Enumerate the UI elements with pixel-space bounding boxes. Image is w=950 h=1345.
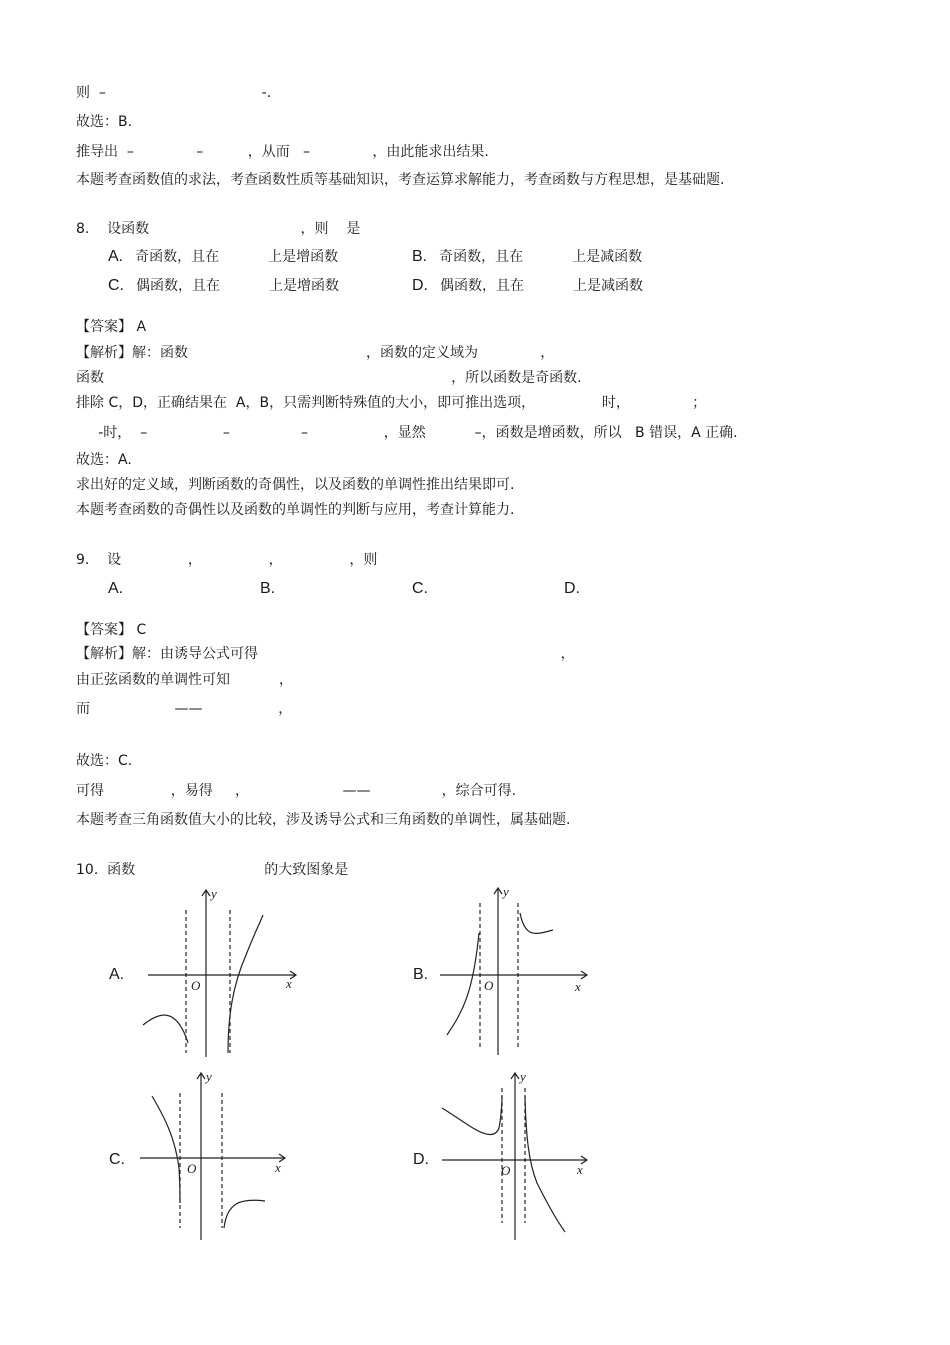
choice-option	[260, 578, 287, 599]
choice-letter: D.	[564, 580, 580, 597]
choice-option	[108, 578, 135, 599]
text-line: 【答案】 A	[76, 319, 147, 335]
curve-right	[520, 913, 553, 933]
x-axis-label: x	[275, 1160, 281, 1175]
text-line: 【解析】解：由诱导公式可得 ，	[76, 646, 575, 662]
curve-left	[143, 1015, 188, 1043]
text-line: 本题考查函数的奇偶性以及函数的单调性的判断与应用，考查计算能力.	[76, 502, 515, 518]
choice-letter: C.	[412, 580, 428, 597]
text-line: 排除 C，D，正确结果在 A，B，只需判断特殊值的大小，即可推出选项， 时， ；	[76, 395, 707, 411]
choice-letter: A.	[108, 580, 124, 597]
text-line: 【答案】 C	[76, 622, 147, 638]
choice-text: 奇函数，且在 上是减函数	[439, 249, 643, 265]
text-line: 故选：C.	[76, 753, 133, 769]
graph-d-label: D.	[413, 1151, 429, 1168]
origin-label: O	[187, 1161, 197, 1176]
text-line: 则 – -.	[76, 85, 272, 101]
text-line: 推导出 – – ，从而 – ，由此能求出结果.	[76, 144, 489, 160]
choice-option	[564, 578, 592, 599]
choice-option	[412, 275, 643, 296]
x-axis-label: x	[575, 979, 581, 994]
graph-a-label: A.	[109, 966, 125, 983]
choice-letter: C.	[108, 277, 124, 294]
text-line: 本题考查函数值的求法，考查函数性质等基础知识，考查运算求解能力，考查函数与方程思想，是基础题.	[76, 172, 725, 188]
text-line: -时， – – – ，显然 –，函数是增函数，所以 B 错误，A 正确.	[76, 425, 738, 441]
text-line: 10. 函数 的大致图象是	[76, 862, 349, 878]
y-axis-label: y	[206, 1069, 212, 1084]
text-line: 【解析】解：函数 ，函数的定义域为 ，	[76, 345, 555, 361]
choice-option	[108, 275, 339, 296]
y-axis-label: y	[211, 886, 217, 901]
choice-letter: B.	[260, 580, 276, 597]
text-line: 而 —— ，	[76, 701, 293, 717]
y-axis-label: y	[520, 1069, 526, 1084]
text-line: 9. 设 ， ， ，则	[76, 552, 378, 568]
choice-option	[108, 246, 338, 267]
curve-left	[447, 933, 479, 1035]
choice-letter: A.	[108, 248, 124, 265]
graph-b-plot	[435, 883, 600, 1058]
curve-left	[152, 1096, 180, 1203]
text-line: 由正弦函数的单调性可知 ，	[76, 672, 293, 688]
origin-label: O	[191, 978, 201, 993]
graph-b-label: B.	[413, 966, 429, 983]
curve-right	[525, 1096, 565, 1232]
curve-right	[224, 1200, 265, 1228]
text-line: 故选：B.	[76, 114, 133, 130]
y-axis-label: y	[503, 884, 509, 899]
choice-option	[412, 578, 440, 599]
text-line: 可得 ，易得 ， —— ，综合可得.	[76, 783, 517, 799]
curve-right	[228, 915, 263, 1053]
text-line: 本题考查三角函数值大小的比较，涉及诱导公式和三角函数的单调性，属基础题.	[76, 812, 571, 828]
choice-option	[412, 246, 642, 267]
origin-label: O	[484, 978, 494, 993]
graph-c-label: C.	[109, 1151, 125, 1168]
x-axis-label: x	[286, 976, 292, 991]
choice-letter: B.	[412, 248, 428, 265]
text-line: 8. 设函数 ，则 是	[76, 221, 361, 237]
text-line: 函数 ，所以函数是奇函数.	[76, 370, 582, 386]
choice-text: 偶函数，且在 上是减函数	[440, 278, 643, 294]
choice-text: 奇函数，且在 上是增函数	[135, 249, 339, 265]
curve-left	[442, 1096, 502, 1135]
x-axis-label: x	[577, 1162, 583, 1177]
graph-c-plot	[135, 1068, 300, 1243]
choice-letter: D.	[412, 277, 428, 294]
choice-text: 偶函数，且在 上是增函数	[136, 278, 339, 294]
text-line: 求出好的定义域，判断函数的奇偶性，以及函数的单调性推出结果即可.	[76, 477, 515, 493]
text-line: 故选：A.	[76, 452, 132, 468]
origin-label: O	[501, 1163, 511, 1178]
graph-d-plot	[437, 1068, 602, 1243]
graph-a-plot	[138, 885, 303, 1060]
